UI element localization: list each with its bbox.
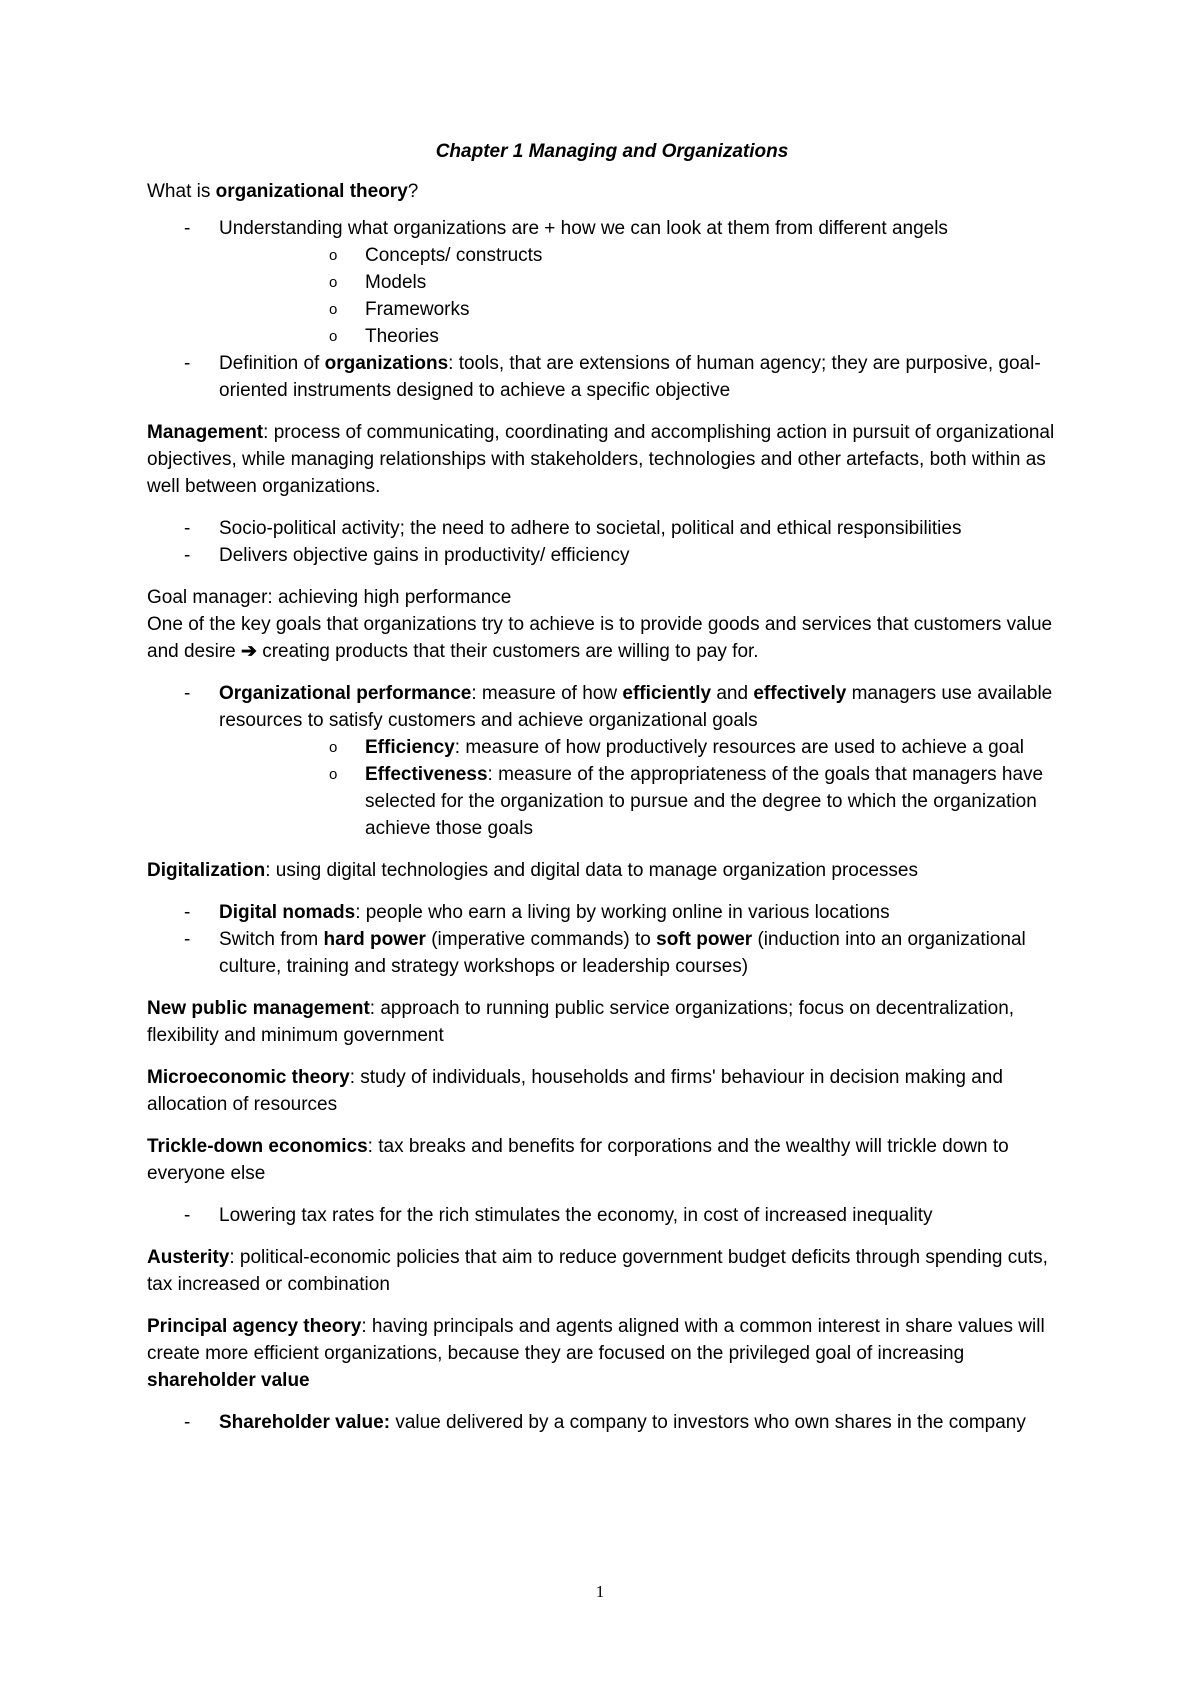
list-item: - Definition of organizations: tools, that are extensions of human agency; they are purposive, goal-oriented instruments designed to achieve a specific objective: [147, 350, 1077, 404]
theory-list: [147, 215, 1077, 404]
performance-list: [147, 680, 1077, 842]
page-number: 1: [595, 1582, 605, 1601]
dash-bullet: -: [184, 1412, 191, 1433]
arrow-right-icon: ➔: [241, 641, 257, 662]
bold-term: hard power: [323, 929, 426, 950]
circle-bullet: o: [329, 301, 338, 318]
bold-term: Efficiency: [365, 737, 455, 758]
principal-definition: Principal agency theory: having principals and agents aligned with a common interest in share values will create more efficient organizations, because they are focused on the privileged goal of increasing shareholder value: [147, 1316, 1045, 1391]
bold-term: Shareholder value:: [219, 1412, 391, 1433]
dash-bullet: -: [184, 1205, 191, 1226]
bold-term: shareholder value: [147, 1370, 310, 1391]
list-item: - Delivers objective gains in productivity/ efficiency: [147, 542, 1077, 569]
npm-definition: New public management: approach to running public service organizations; focus on decentralization, flexibility and minimum government: [147, 998, 1015, 1046]
circle-bullet: o: [329, 328, 338, 345]
dash-bullet: -: [184, 353, 191, 374]
dash-bullet: -: [184, 683, 191, 704]
circle-bullet: o: [329, 247, 338, 264]
intro-question: What is organizational theory?: [147, 181, 419, 202]
bold-term: Management: [147, 422, 264, 443]
list-item: - Understanding what organizations are + how we can look at them from different angels o Concepts/ constructs o Models o Frameworks o Theories: [147, 215, 1077, 350]
circle-bullet: o: [329, 739, 338, 756]
chapter-title: Chapter 1 Managing and Organizations: [435, 141, 789, 162]
goal-manager-paragraph: Goal manager: achieving high performance One of the key goals that organizations try to achieve is to provide goods and services that customers value and desire ➔ creating products that their customers are willing to pay for.: [147, 587, 1053, 662]
sub-list-item: o Models: [219, 269, 1077, 296]
circle-bullet: o: [329, 766, 338, 783]
sub-list-item: o Frameworks: [219, 296, 1077, 323]
list-item: - Organizational performance: measure of how efficiently and effectively managers use available resources to satisfy customers and achieve organizational goals o Efficiency: measure of how productively resources are used to achieve a goal o Effectiveness: measure of the appropriateness of the goals that managers have selected for the organization to pursue and the degree to which the organization achieve those goals: [147, 680, 1077, 842]
bold-term: Effectiveness: [365, 764, 488, 785]
management-definition: Management: process of communicating, coordinating and accomplishing action in pursuit of organizational objectives, while managing relationships with stakeholders, technologies and other artefacts, both within as well between organizations.: [147, 422, 1055, 497]
bold-term: Austerity: [147, 1247, 230, 1268]
bold-term: Principal agency theory: [147, 1316, 362, 1337]
trickle-list: [147, 1202, 1077, 1229]
sub-list: [219, 734, 1077, 842]
list-item: - Shareholder value: value delivered by a company to investors who own shares in the company: [147, 1409, 1077, 1436]
dash-bullet: -: [184, 929, 191, 950]
sub-list-item: o Concepts/ constructs: [219, 242, 1077, 269]
dash-bullet: -: [184, 545, 191, 566]
trickle-definition: Trickle-down economics: tax breaks and benefits for corporations and the wealthy will trickle down to everyone else: [147, 1136, 1009, 1184]
dash-bullet: -: [184, 902, 191, 923]
bold-term: Trickle-down economics: [147, 1136, 368, 1157]
list-item: - Socio-political activity; the need to adhere to societal, political and ethical responsibilities: [147, 515, 1077, 542]
austerity-definition: Austerity: political-economic policies that aim to reduce government budget deficits through spending cuts, tax increased or combination: [147, 1247, 1048, 1295]
dash-bullet: -: [184, 218, 191, 239]
dash-bullet: -: [184, 518, 191, 539]
bold-term: Digital nomads: [219, 902, 356, 923]
principal-list: [147, 1409, 1077, 1436]
micro-definition: Microeconomic theory: study of individuals, households and firms' behaviour in decision making and allocation of resources: [147, 1067, 1003, 1115]
sub-list: [219, 242, 1077, 350]
bold-term: effectively: [753, 683, 847, 704]
page-content: [147, 138, 1077, 1451]
sub-list-item: o Efficiency: measure of how productively resources are used to achieve a goal: [219, 734, 1077, 761]
sub-list-item: o Theories: [219, 323, 1077, 350]
bold-term: efficiently: [622, 683, 712, 704]
management-list: [147, 515, 1077, 569]
bold-term: New public management: [147, 998, 370, 1019]
circle-bullet: o: [329, 274, 338, 291]
list-item: - Digital nomads: people who earn a living by working online in various locations: [147, 899, 1077, 926]
list-item: - Lowering tax rates for the rich stimulates the economy, in cost of increased inequality: [147, 1202, 1077, 1229]
digitalization-list: [147, 899, 1077, 980]
bold-term: organizations: [324, 353, 449, 374]
sub-list-item: o Effectiveness: measure of the appropriateness of the goals that managers have selected for the organization to pursue and the degree to which the organization achieve those goals: [219, 761, 1077, 842]
bold-term: Digitalization: [147, 860, 266, 881]
bold-term: organizational theory: [215, 181, 408, 202]
bold-term: soft power: [656, 929, 753, 950]
list-item: - Switch from hard power (imperative commands) to soft power (induction into an organizational culture, training and strategy workshops or leadership courses): [147, 926, 1077, 980]
digitalization-definition: Digitalization: using digital technologies and digital data to manage organization processes: [147, 860, 918, 881]
bold-term: Organizational performance: [219, 683, 472, 704]
bold-term: Microeconomic theory: [147, 1067, 350, 1088]
